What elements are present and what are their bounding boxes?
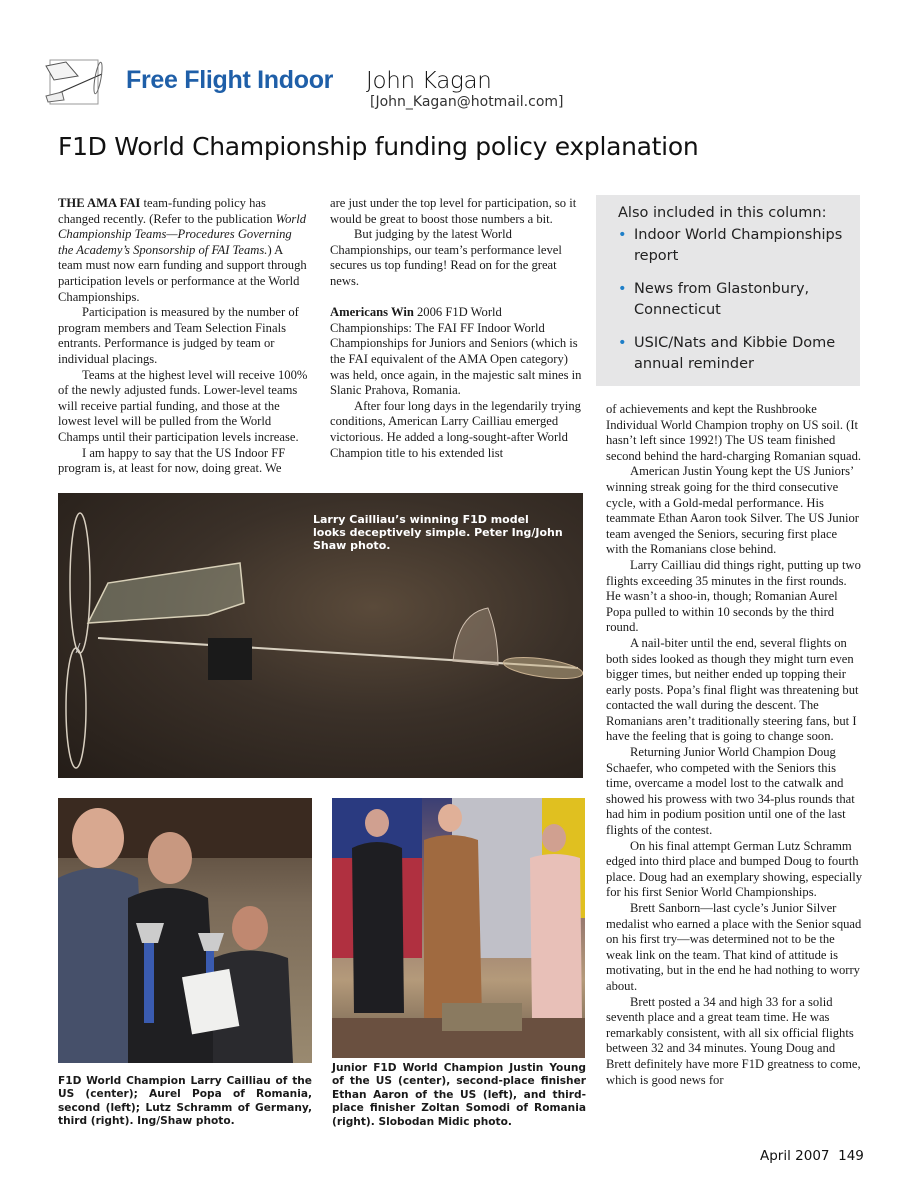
- paragraph: After four long days in the legendarily trying conditions, American Larry Cailliau emerged victorious. He added a long-sought-after World Champion title to his extended list: [330, 398, 581, 460]
- paragraph: Teams at the highest level will receive 100% of the newly adjusted funds. Lower-level teams will receive partial funding, and those at the lowest level will be pulled from the World Champs until their participation levels increase.: [58, 367, 308, 444]
- paragraph: Returning Junior World Champion Doug Schaefer, who competed with the Seniors this time, overcame a model lost to the catwalk and showed his prowess with two 34-plus rounds that had him in podium position until one of the last flights of the contest.: [606, 745, 855, 838]
- also-included-sidebar: [596, 195, 860, 386]
- text: ) A team must now earn funding and support through participation levels or performance at the World Championships.: [58, 242, 307, 304]
- lead-in: THE AMA FAI: [58, 196, 141, 210]
- paragraph: American Justin Young kept the US Juniors’ winning streak going for the third consecutive cycle, with a Gold-medal performance. His teammate Ethan Aaron took Silver. The US Junior team avenged the Seniors, securing first place with the Romanians close behind.: [606, 464, 859, 557]
- paragraph: are just under the top level for participation, so it would be great to boost those numbers a bit.: [330, 196, 577, 226]
- paragraph: of achievements and kept the Rushbrooke Individual World Champion trophy on US soil. (It hasn’t left since 1992!) The US team finished second behind the hard-charging Romanian squad.: [606, 402, 862, 463]
- author-name: John Kagan: [366, 68, 492, 94]
- paragraph: [330, 305, 586, 399]
- article-column-2: [330, 196, 586, 461]
- sidebar-item-text: USIC/Nats and Kibbie Dome annual reminder: [634, 335, 836, 372]
- airplane-logo-icon: [44, 56, 116, 106]
- page-number: 149: [838, 1148, 864, 1164]
- juniors-photo-caption: Junior F1D World Champion Justin Young of the US (center), second-place finisher Ethan Aaron of the US (left), and third-place finisher Zoltan Somodi of Romania (right). Slobodan Midic photo.: [332, 1062, 586, 1128]
- paragraph: A nail-biter until the end, several flights on both sides looked as though they might turn even bigger times, but neither ended up topping their early posts. Popa’s final flight was threatening but contacted the wall during the descent. The Romanians aren’t traditionally steering fans, but I have the feeling that is going to change soon.: [606, 635, 859, 744]
- paragraph: But judging by the latest World Championships, our team’s performance level secures us top funding! Read on for the great news.: [330, 227, 562, 288]
- seniors-podium-photo: [58, 798, 312, 1063]
- paragraph: Participation is measured by the number of program members and Team Selection Finals entrants. Performance is judged by team or individual placings.: [58, 305, 299, 366]
- paragraph: I am happy to say that the US Indoor FF program is, at least for now, doing great. We: [58, 445, 286, 476]
- publication-title: World Championship Teams—Procedures Governing the Academy’s Sponsorship of FAI Teams.: [58, 211, 307, 257]
- sidebar-title: Also included in this column:: [618, 205, 827, 221]
- page-footer: [760, 1148, 864, 1164]
- bullet-icon: •: [618, 281, 627, 297]
- podium-people-illustration: [58, 798, 312, 1063]
- article-column-1: [58, 196, 310, 477]
- author-email: [John_Kagan@hotmail.com]: [370, 94, 564, 110]
- podium-people-illustration: [332, 798, 585, 1058]
- paragraph: [58, 196, 310, 305]
- issue-date: April 2007: [760, 1148, 830, 1164]
- sidebar-item: [618, 333, 846, 375]
- bullet-icon: •: [618, 335, 627, 351]
- sidebar-item: [618, 225, 846, 267]
- article-column-3: [606, 402, 862, 1088]
- bullet-icon: •: [618, 227, 627, 243]
- section-lead-in: Americans Win: [330, 305, 414, 320]
- sidebar-item-text: News from Glastonbury, Connecticut: [634, 281, 810, 318]
- text: 2006 F1D World Championships: The FAI FF Indoor World Championships for Juniors and Seniors (which is the FAI equivalent of the AMA Open category) was held, once again, in the majestic salt mines in Slanic Prahova, Romania.: [330, 305, 582, 398]
- article-headline: F1D World Championship funding policy explanation: [58, 132, 699, 161]
- f1d-model-photo: [58, 493, 583, 778]
- sidebar-list: [618, 225, 846, 375]
- sidebar-item-text: Indoor World Championships report: [634, 227, 843, 264]
- sidebar-item: [618, 279, 846, 321]
- paragraph: Larry Cailliau did things right, putting up two flights exceeding 35 minutes in the first rounds. He wasn’t a shoo-in, though; Romanian Aurel Popa pulled to within 10 seconds by the third round.: [606, 557, 861, 635]
- department-title: Free Flight Indoor: [126, 66, 334, 94]
- photo-overlay-caption: Larry Cailliau’s winning F1D model looks deceptively simple. Peter Ing/John Shaw photo.: [313, 513, 563, 552]
- paragraph: Brett Sanborn—last cycle’s Junior Silver medalist who earned a place with the Senior squad on his first try—was determined not to be the weak link on the team. That kind of attitude is motivating, but in the end he had nothing to worry about.: [606, 901, 862, 993]
- paragraph: On his final attempt German Lutz Schramm edged into third place and bumped Doug to fourth place. Doug had an exemplary showing, especially for his first Senior World Championships.: [606, 838, 862, 900]
- seniors-photo-caption: F1D World Champion Larry Cailliau of the US (center); Aurel Popa of Romania, second (left); Lutz Schramm of Germany, third (right). Ing/Shaw photo.: [58, 1075, 312, 1128]
- juniors-podium-photo: [332, 798, 585, 1058]
- text: team-funding policy has changed recently. (Refer to the publication: [58, 196, 276, 226]
- paragraph: Brett posted a 34 and high 33 for a solid seventh place and a great team time. He was remarkably consistent, with all six official flights between 32 and 34 minutes. Young Doug and Brett definitely have more F1D greatness to come, which is good news for: [606, 994, 861, 1087]
